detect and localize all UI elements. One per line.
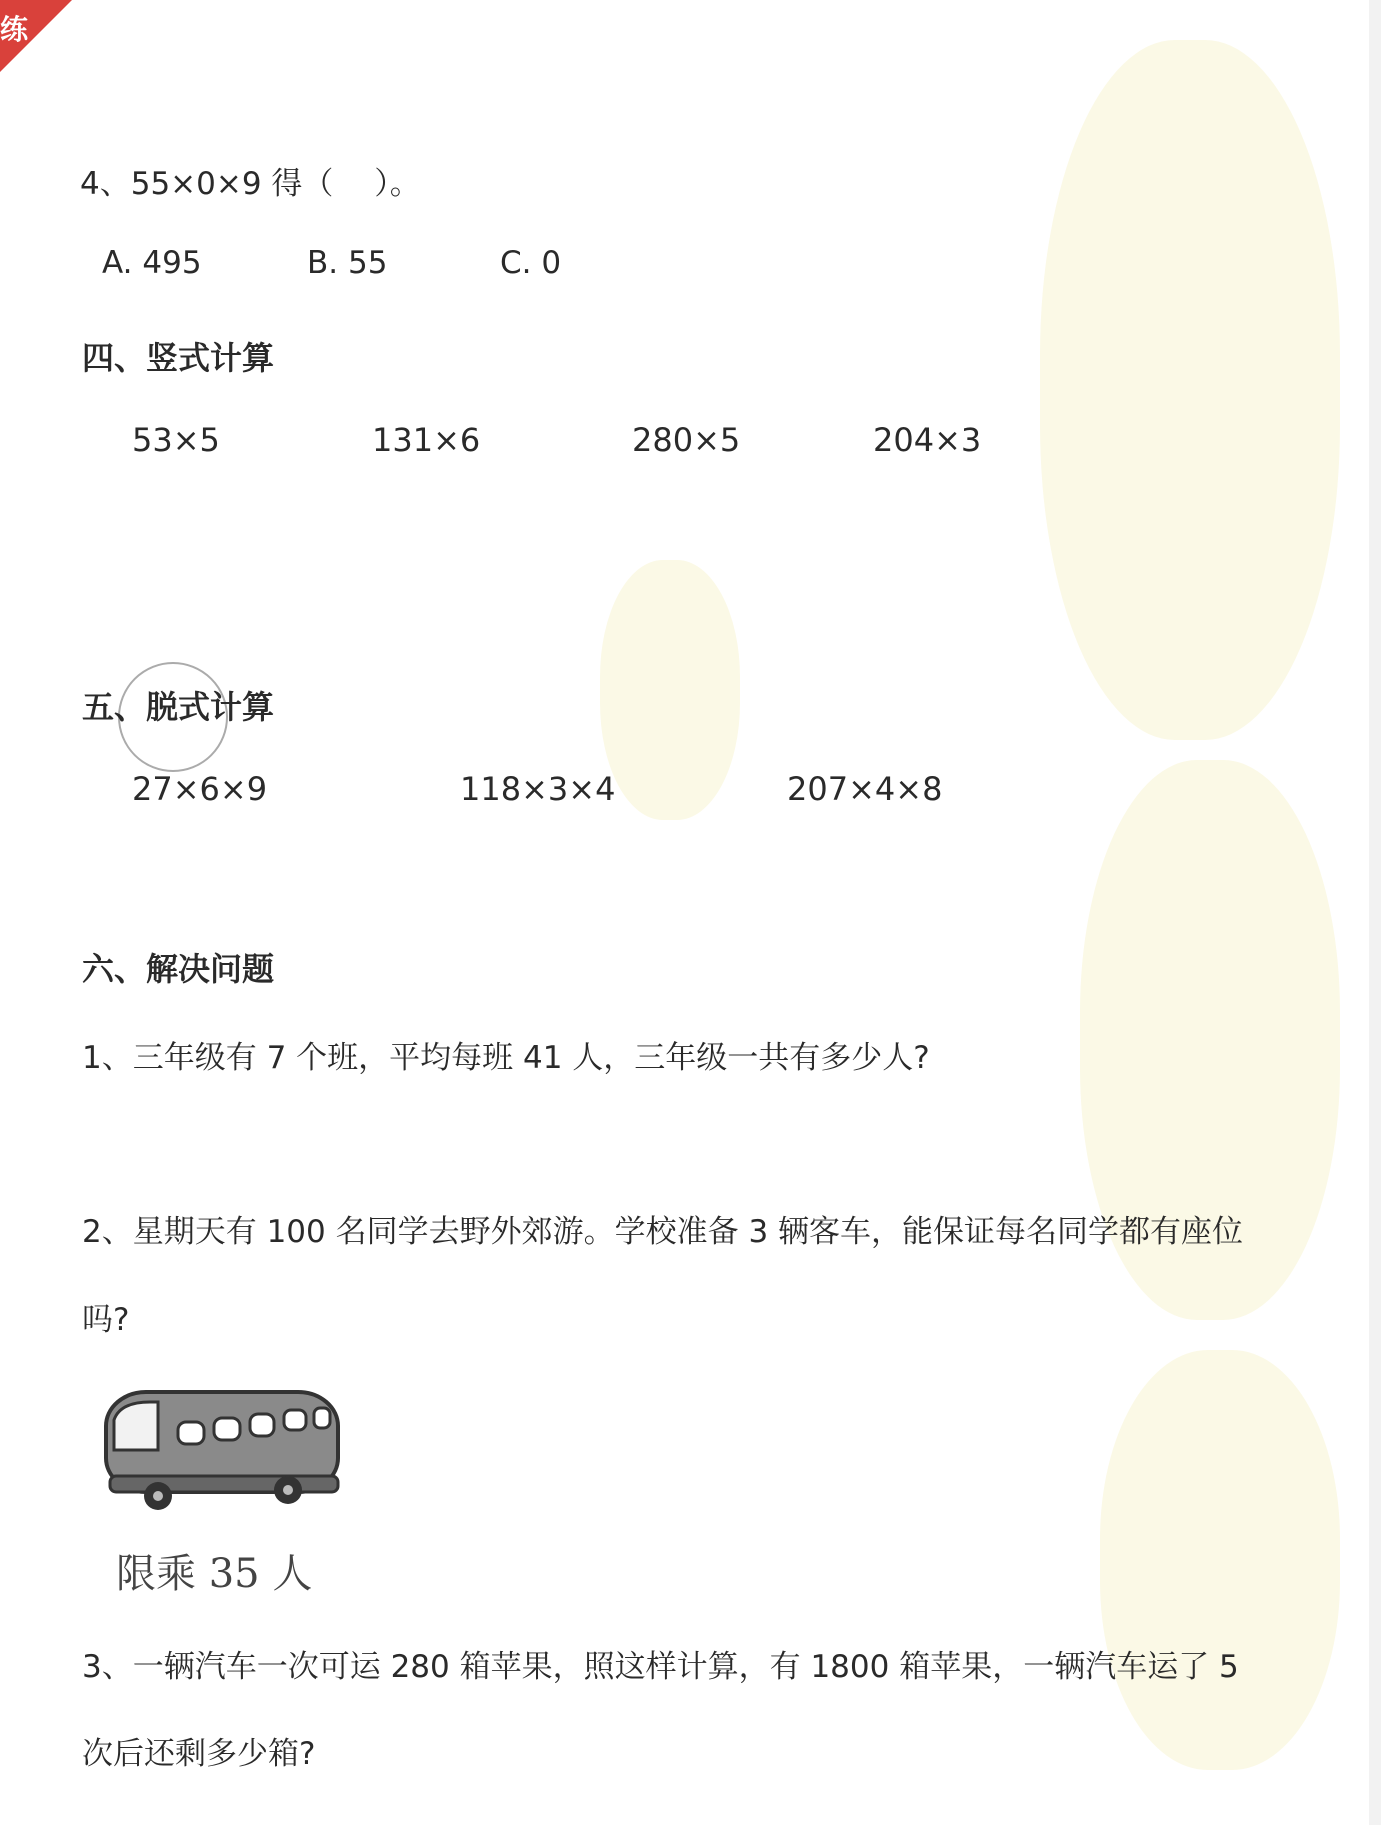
problem-2-line-2: 吗? bbox=[82, 1302, 130, 1338]
paper-stain bbox=[1100, 1350, 1340, 1770]
vertical-calc-4: 204×3 bbox=[873, 421, 982, 459]
paper-stain bbox=[600, 560, 740, 820]
step-calc-2: 118×3×4 bbox=[460, 770, 616, 808]
section-5-title: 五、脱式计算 bbox=[82, 688, 275, 726]
paper-stain bbox=[1040, 40, 1340, 740]
vertical-calc-3: 280×5 bbox=[632, 421, 741, 459]
problem-1: 1、三年级有 7 个班，平均每班 41 人，三年级一共有多少人? bbox=[82, 1040, 930, 1076]
option-c: C. 0 bbox=[500, 245, 562, 281]
corner-tag-label: 练 bbox=[0, 13, 29, 46]
vertical-calc-2: 131×6 bbox=[372, 421, 481, 459]
bus-capacity-caption: 限乘 35 人 bbox=[116, 1551, 313, 1597]
option-b: B. 55 bbox=[307, 245, 388, 281]
problem-2-line-1: 2、星期天有 100 名同学去野外郊游。学校准备 3 辆客车，能保证每名同学都有座位 bbox=[82, 1214, 1244, 1250]
option-a: A. 495 bbox=[102, 245, 202, 281]
step-calc-1: 27×6×9 bbox=[132, 770, 268, 808]
page-edge bbox=[1369, 0, 1381, 1825]
vertical-calc-1: 53×5 bbox=[132, 421, 220, 459]
step-calc-3: 207×4×8 bbox=[787, 770, 943, 808]
section-6-title: 六、解决问题 bbox=[82, 950, 275, 988]
question-4: 4、55×0×9 得（ ）。 bbox=[80, 166, 421, 202]
section-4-title: 四、竖式计算 bbox=[82, 339, 275, 377]
problem-3-line-1: 3、一辆汽车一次可运 280 箱苹果，照这样计算，有 1800 箱苹果，一辆汽车运了 5 bbox=[82, 1649, 1239, 1685]
bus-illustration bbox=[100, 1380, 350, 1530]
problem-3-line-2: 次后还剩多少箱? bbox=[82, 1736, 316, 1772]
